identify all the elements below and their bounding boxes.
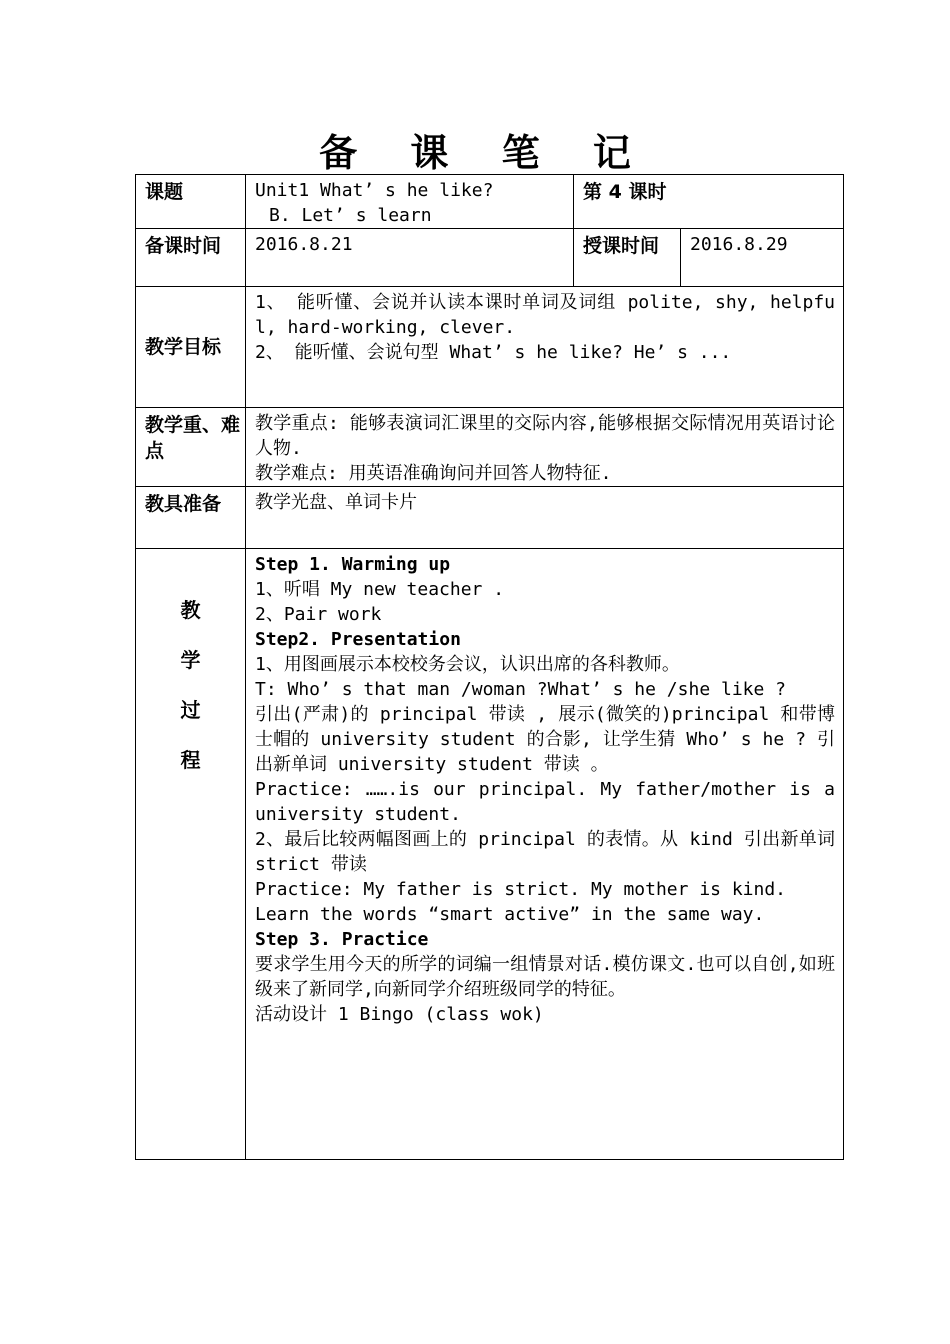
step2-heading: Step2. Presentation bbox=[255, 629, 461, 650]
step2-para-5: 2、最后比较两幅图画上的 principal 的表情。从 kind 引出新单词 strict 带读 bbox=[255, 829, 836, 875]
step3-heading: Step 3. Practice bbox=[255, 929, 429, 950]
step1-item-2: 2、Pair work bbox=[255, 604, 382, 625]
page-title: 备 课 笔 记 bbox=[319, 130, 651, 175]
step3-para-2: 活动设计 1 Bingo (class wok) bbox=[255, 1004, 544, 1025]
period-cell: 第 4 课时 bbox=[574, 175, 844, 229]
label-tools: 教具准备 bbox=[136, 487, 246, 549]
step2-para-2: T: Who’ s that man /woman ?What’ s he /she like ? bbox=[255, 679, 787, 700]
prep-time-value: 2016.8.21 bbox=[246, 229, 574, 287]
step2-para-3: 引出(严肃)的 principal 带读 , 展示(微笑的)principal 和带博士帽的 university student 的合影, 让学生猜 Who’ s he ? 引出新单词 university student 带读 。 bbox=[255, 704, 836, 775]
step2-para-4: Practice: …….is our principal. My father/mother is a university student. bbox=[255, 779, 836, 825]
label-prep-time: 备课时间 bbox=[136, 229, 246, 287]
key-point: 教学重点: 能够表演词汇课里的交际内容,能够根据交际情况用英语讨论人物. bbox=[255, 413, 836, 459]
teach-time-value: 2016.8.29 bbox=[681, 229, 844, 287]
topic-line-2: B. Let’ s learn bbox=[269, 205, 432, 226]
label-teach-time: 授课时间 bbox=[574, 229, 681, 287]
row-process bbox=[136, 549, 844, 1160]
goal-2: 2、 能听懂、会说句型 What’ s he like? He’ s ... bbox=[255, 342, 732, 363]
label-process-char-3: 过 bbox=[180, 698, 201, 722]
label-goals: 教学目标 bbox=[136, 287, 246, 408]
step3-para-1: 要求学生用今天的所学的词编一组情景对话.模仿课文.也可以自创,如班级来了新同学,向新同学介绍班级同学的特征。 bbox=[255, 954, 836, 1000]
row-goals bbox=[136, 287, 844, 408]
process-cell bbox=[246, 549, 844, 1160]
topic-cell bbox=[246, 175, 574, 229]
topic-line-1: Unit1 What’ s he like? bbox=[255, 180, 494, 201]
row-topic bbox=[136, 175, 844, 229]
lesson-plan-table bbox=[135, 174, 844, 1160]
step2-para-7: Learn the words “smart active” in the same way. bbox=[255, 904, 765, 925]
step1-heading: Step 1. Warming up bbox=[255, 554, 451, 575]
label-process-char-2: 学 bbox=[180, 648, 201, 672]
row-key-points bbox=[136, 408, 844, 487]
label-topic: 课题 bbox=[136, 175, 246, 229]
step2-para-6: Practice: My father is strict. My mother is kind. bbox=[255, 879, 787, 900]
label-process-char-4: 程 bbox=[180, 748, 201, 772]
row-time bbox=[136, 229, 844, 287]
label-process-char-1: 教 bbox=[180, 598, 201, 622]
goals-cell bbox=[246, 287, 844, 408]
row-tools bbox=[136, 487, 844, 549]
label-key-points: 教学重、难点 bbox=[136, 408, 246, 487]
label-process bbox=[136, 549, 246, 1160]
step2-para-1: 1、用图画展示本校校务会议，认识出席的各科教师。 bbox=[255, 654, 680, 675]
goal-1: 1、 能听懂、会说并认读本课时单词及词组 polite, shy, helpful, hard-working, clever. bbox=[255, 292, 836, 338]
difficult-point: 教学难点: 用英语准确询问并回答人物特征. bbox=[255, 463, 612, 484]
tools-value: 教学光盘、单词卡片 bbox=[246, 487, 844, 549]
key-points-cell bbox=[246, 408, 844, 487]
step1-item-1: 1、听唱 My new teacher . bbox=[255, 579, 505, 600]
